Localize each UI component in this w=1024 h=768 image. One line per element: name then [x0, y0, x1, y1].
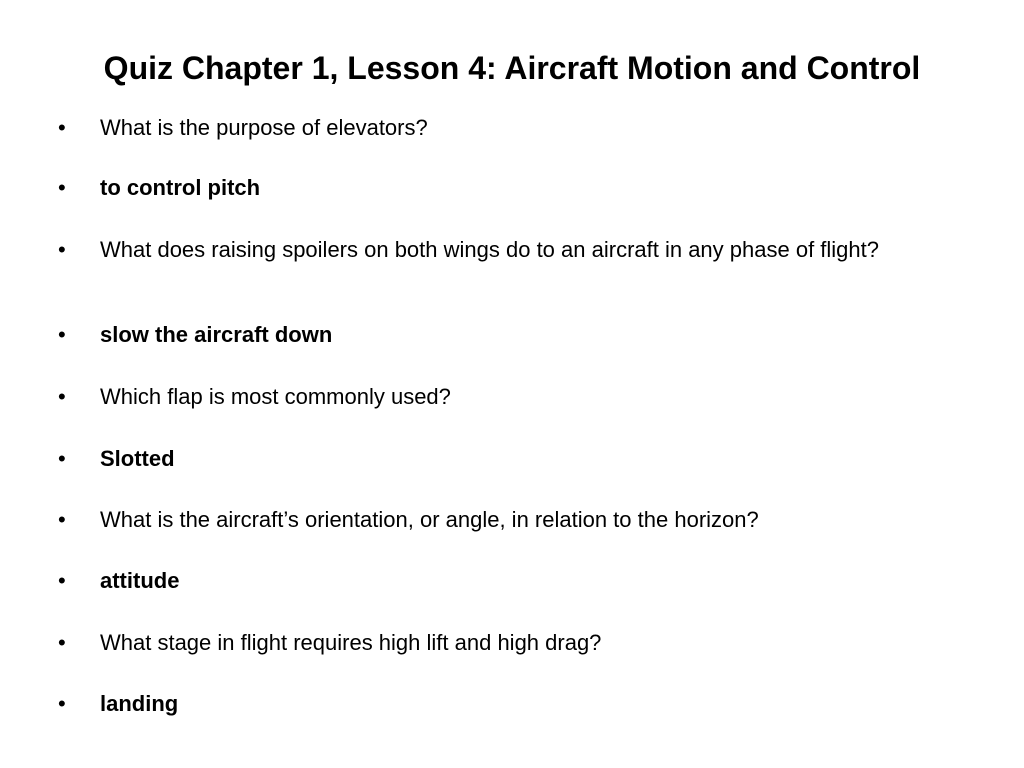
- answer-text: to control pitch: [100, 175, 261, 200]
- question-text: What stage in flight requires high lift and high drag?: [100, 630, 602, 655]
- bullet-icon: •: [58, 630, 66, 655]
- answer-text: slow the aircraft down: [100, 322, 333, 347]
- bullet-icon: •: [58, 507, 66, 532]
- bullet-icon: •: [58, 115, 66, 140]
- question-text: What is the purpose of elevators?: [100, 115, 428, 140]
- question-text: What is the aircraft’s orientation, or angle, in relation to the horizon?: [100, 507, 759, 532]
- bullet-icon: •: [58, 175, 66, 200]
- bullet-icon: •: [58, 691, 66, 716]
- slide-title: Quiz Chapter 1, Lesson 4: Aircraft Motion and Control: [103, 50, 921, 86]
- question-text: Which flap is most commonly used?: [100, 384, 451, 409]
- answer-text: attitude: [100, 568, 180, 593]
- bullet-icon: •: [58, 237, 66, 262]
- bullet-icon: •: [58, 446, 66, 471]
- bullet-icon: •: [58, 322, 66, 347]
- bullet-icon: •: [58, 568, 66, 593]
- answer-text: landing: [100, 691, 179, 716]
- question-text: What does raising spoilers on both wings do to an aircraft in any phase of flight?: [100, 237, 880, 262]
- answer-text: Slotted: [100, 446, 175, 471]
- bullet-icon: •: [58, 384, 66, 409]
